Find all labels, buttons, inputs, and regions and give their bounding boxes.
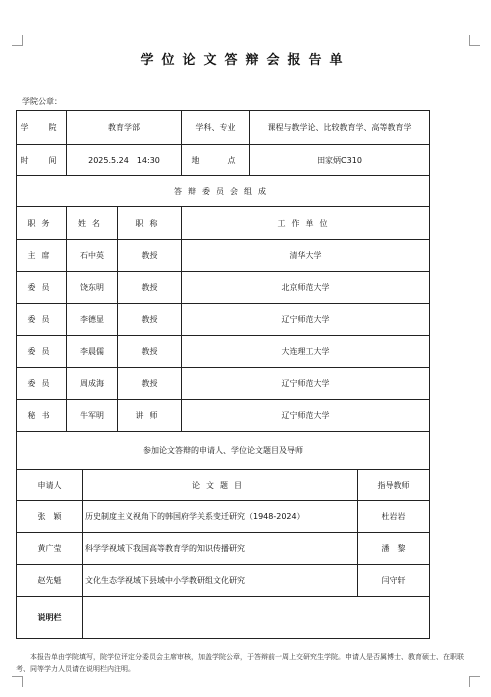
col-applicant-header: 申请人 xyxy=(17,470,83,501)
member-name: 饶东明 xyxy=(67,272,118,304)
applicant-advisor: 潘 黎 xyxy=(358,533,430,565)
applicant-advisor: 杜岩岩 xyxy=(358,501,430,533)
time-row xyxy=(17,145,430,176)
member-role: 委员 xyxy=(17,368,67,400)
document-title: 学位论文答辩会报告单 xyxy=(140,53,351,68)
member-role: 委员 xyxy=(17,336,67,368)
col-unit-header: 工作单位 xyxy=(182,207,430,240)
field-value: 课程与教学论、比较教育学、高等教育学 xyxy=(250,111,430,145)
member-title: 教授 xyxy=(118,336,182,368)
col-name-header: 姓名 xyxy=(67,207,118,240)
member-role: 委员 xyxy=(17,272,67,304)
college-stamp-label: 学院公章： xyxy=(22,97,62,106)
col-role-header: 职务 xyxy=(17,207,67,240)
committee-member-row xyxy=(17,304,430,336)
committee-member-row xyxy=(17,240,430,272)
applicant-topic: 科学学视域下我国高等教育学的知识传播研究 xyxy=(83,533,358,565)
report-form-table xyxy=(16,110,430,639)
col-title-header: 职称 xyxy=(118,207,182,240)
member-unit: 辽宁师范大学 xyxy=(182,400,430,432)
applicant-name: 黄广莹 xyxy=(17,533,83,565)
crop-mark-top-right xyxy=(469,35,480,46)
committee-section-title: 答辩委员会组成 xyxy=(17,176,430,207)
place-label: 地 点 xyxy=(182,145,250,176)
applicant-row xyxy=(17,565,430,597)
applicant-advisor: 闫守轩 xyxy=(358,565,430,597)
applicant-topic: 文化生态学视域下县域中小学教研组文化研究 xyxy=(83,565,358,597)
member-unit: 大连理工大学 xyxy=(182,336,430,368)
crop-mark-top-left xyxy=(12,35,23,46)
committee-member-row xyxy=(17,272,430,304)
member-name: 李德显 xyxy=(67,304,118,336)
member-title: 教授 xyxy=(118,304,182,336)
college-row xyxy=(17,111,430,145)
member-role: 秘书 xyxy=(17,400,67,432)
applicant-row xyxy=(17,501,430,533)
member-unit: 清华大学 xyxy=(182,240,430,272)
footnote: 本报告单由学院填写，院学位评定分委员会主席审核，加盖学院公章，于答辩前一周上交研究生学院。申请人是否属博士、教育硕士、在职联考、同等学力人员请在说明栏内注明。 xyxy=(16,653,464,673)
applicants-header-row xyxy=(17,470,430,501)
member-unit: 辽宁师范大学 xyxy=(182,368,430,400)
committee-section-row xyxy=(17,176,430,207)
committee-header-row xyxy=(17,207,430,240)
member-title: 教授 xyxy=(118,272,182,304)
remarks-label: 说明栏 xyxy=(17,597,83,639)
applicants-section-title: 参加论文答辩的申请人、学位论文题目及导师 xyxy=(17,432,430,470)
crop-mark-bottom-left xyxy=(12,676,23,687)
place-value: 田家炳C310 xyxy=(250,145,430,176)
time-label: 时 间 xyxy=(17,145,67,176)
applicant-name: 张 颖 xyxy=(17,501,83,533)
member-title: 教授 xyxy=(118,368,182,400)
member-unit: 北京师范大学 xyxy=(182,272,430,304)
field-label: 学科、专业 xyxy=(182,111,250,145)
applicants-section-row xyxy=(17,432,430,470)
member-unit: 辽宁师范大学 xyxy=(182,304,430,336)
member-role: 主席 xyxy=(17,240,67,272)
remarks-row xyxy=(17,597,430,639)
college-label: 学 院 xyxy=(17,111,67,145)
college-value: 教育学部 xyxy=(67,111,182,145)
committee-member-row xyxy=(17,400,430,432)
member-role: 委员 xyxy=(17,304,67,336)
remarks-content xyxy=(83,597,430,639)
member-title: 讲师 xyxy=(118,400,182,432)
applicant-name: 赵先魁 xyxy=(17,565,83,597)
applicant-topic: 历史制度主义视角下的韩国府学关系变迁研究（1948-2024） xyxy=(83,501,358,533)
committee-member-row xyxy=(17,368,430,400)
time-value: 2025.5.24 14:30 xyxy=(67,145,182,176)
col-topic-header: 论文题目 xyxy=(83,470,358,501)
col-advisor-header: 指导教师 xyxy=(358,470,430,501)
member-title: 教授 xyxy=(118,240,182,272)
committee-member-row xyxy=(17,336,430,368)
member-name: 牛军明 xyxy=(67,400,118,432)
applicant-row xyxy=(17,533,430,565)
member-name: 石中英 xyxy=(67,240,118,272)
crop-mark-bottom-right xyxy=(469,676,480,687)
member-name: 周成海 xyxy=(67,368,118,400)
member-name: 李晨儒 xyxy=(67,336,118,368)
